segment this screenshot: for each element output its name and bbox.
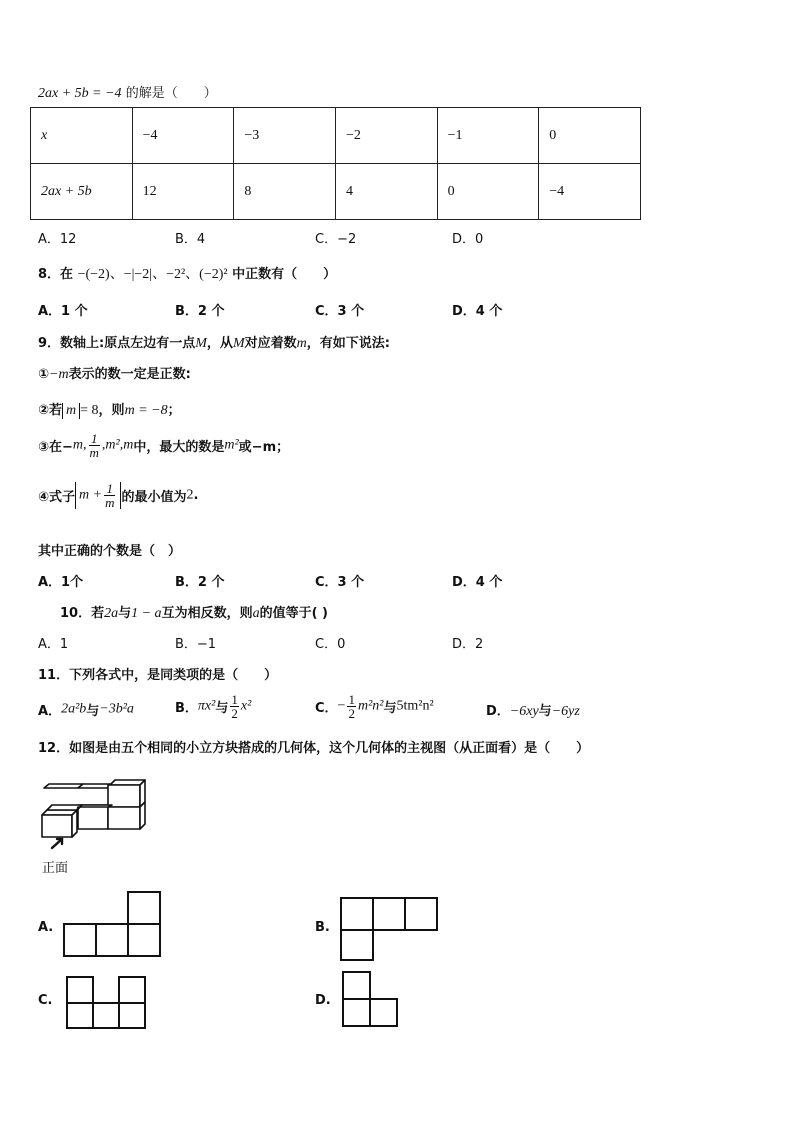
absolute-value-expression	[75, 482, 121, 509]
statement-math-2: 2	[186, 487, 194, 503]
fraction-one-half	[347, 693, 356, 720]
q11-option-b[interactable]	[175, 693, 251, 720]
q8-option-d[interactable]: D．4 个	[452, 304, 503, 319]
table-cell: 4	[335, 164, 437, 220]
cube-front-face	[108, 807, 140, 829]
q12-option-a-label[interactable]: A.	[38, 920, 54, 935]
table-cell: 12	[132, 164, 234, 220]
q9-var-m-upper-2: M	[232, 336, 245, 351]
q9-var-m: m	[296, 336, 307, 351]
fraction-denominator: m	[89, 445, 99, 460]
fraction-numerator: 1	[90, 431, 98, 446]
q12-stem: 12．如图是由五个相同的小立方块搭成的几何体，这个几何体的主视图（从正面看）是（ ）	[38, 741, 590, 756]
q9-stem-text-2: ，从	[206, 336, 233, 351]
q10-math-2: 1 − a	[131, 606, 162, 621]
q9-statement-2	[38, 399, 181, 419]
option-math-2: 5tm²n²	[396, 698, 434, 714]
statement-math: = 8	[80, 403, 99, 418]
q9-stem-text-3: 对应着数	[244, 336, 297, 351]
fraction-one-over-m	[104, 482, 115, 509]
q12-option-d-figure[interactable]	[341, 970, 399, 1028]
option-text: 与	[538, 704, 552, 719]
table-cell: −3	[234, 108, 336, 164]
option-text: 与	[383, 701, 397, 716]
table-cell: 2ax + 5b	[31, 164, 133, 220]
q11-option-a[interactable]	[38, 700, 134, 719]
option-letter: A．	[38, 704, 62, 719]
q9-option-a[interactable]: A．1个	[38, 575, 84, 590]
fraction-numerator: 1	[231, 692, 238, 707]
q9-option-d[interactable]: D．4 个	[452, 575, 503, 590]
q12-option-b-figure[interactable]	[339, 896, 439, 962]
front-arrow	[52, 839, 62, 848]
q11-stem: 11．下列各式中，是同类项的是（ ）	[38, 668, 278, 683]
option-math-1: 2a²b	[61, 701, 87, 717]
fraction-denominator: 2	[231, 706, 238, 721]
option-math-2: −6yz	[551, 704, 580, 719]
cube-front-face	[78, 805, 108, 829]
table-cell: 0	[437, 164, 539, 220]
q8-suffix: 中正数有（ ）	[232, 267, 337, 282]
table-cell: 8	[234, 164, 336, 220]
q10-option-b[interactable]: B．−1	[175, 637, 217, 652]
statement-math: −m	[49, 367, 69, 382]
q7-stem	[38, 82, 217, 102]
q8-option-c[interactable]: C．3 个	[315, 304, 365, 319]
q9-option-b[interactable]: B．2 个	[175, 575, 225, 590]
q9-statement-1	[38, 363, 191, 383]
q9-statement-4	[38, 482, 198, 509]
q7-option-c[interactable]: C．−2	[315, 232, 357, 247]
statement-punct: .	[193, 488, 199, 503]
fraction-one-half	[230, 693, 239, 720]
statement-math: m +	[79, 487, 103, 503]
cube-front-face	[42, 815, 72, 837]
q9-count-question: 其中正确的个数是（ ）	[38, 544, 182, 559]
statement-math-3: m²	[224, 437, 239, 453]
q10-stem-text-3: 互为相反数，则	[161, 606, 253, 621]
q7-option-d[interactable]: D．0	[452, 232, 484, 247]
statement-text: 中，最大的数是	[133, 440, 225, 455]
fraction-one-over-m	[89, 432, 100, 459]
q9-statement-3	[38, 432, 289, 459]
q10-stem-text-2: 与	[118, 606, 132, 621]
q12-option-a-figure[interactable]	[62, 890, 162, 958]
q8-expression: −(−2)、−|−2|、−2²、(−2)²	[77, 267, 228, 282]
table-cell: −2	[335, 108, 437, 164]
q9-stem-text-4: ，有如下说法:	[306, 336, 390, 351]
q12-option-b-label[interactable]: B.	[315, 920, 330, 935]
q8-prefix: 8．在	[38, 267, 74, 282]
table-cell: −1	[437, 108, 539, 164]
fraction-numerator: 1	[348, 692, 355, 707]
statement-number: ①	[38, 367, 50, 382]
statement-text: 表示的数一定是正数:	[68, 367, 191, 382]
q12-option-c-figure[interactable]	[65, 975, 147, 1030]
option-math-1: −6xy	[509, 704, 539, 719]
q10-option-d[interactable]: D．2	[452, 637, 484, 652]
fraction-numerator: 1	[106, 481, 114, 496]
q12-option-c-label[interactable]: C.	[38, 993, 53, 1008]
option-text: 与	[86, 704, 100, 719]
statement-text-2: 或−m	[238, 440, 277, 455]
option-text: 与	[215, 701, 229, 716]
table-cell: −4	[132, 108, 234, 164]
q10-stem	[60, 602, 328, 622]
option-letter: C．	[315, 701, 338, 716]
statement-punct: ；	[276, 440, 290, 455]
q7-equation: 2ax + 5b = −4	[38, 86, 122, 101]
option-math-2: x²	[240, 698, 252, 714]
q12-option-d-label[interactable]: D.	[315, 993, 331, 1008]
option-math-2: −3b²a	[99, 701, 134, 717]
q7-stem-text: 的解是（ ）	[125, 86, 217, 101]
statement-text: 的最小值为	[121, 490, 187, 505]
q8-option-a[interactable]: A．1 个	[38, 304, 88, 319]
cube-side-face	[72, 810, 77, 837]
option-letter: D．	[486, 704, 510, 719]
cube-top-face	[44, 784, 83, 788]
cube-side-face	[140, 802, 145, 829]
fraction-denominator: 2	[348, 706, 355, 721]
q10-stem-text: 10．若	[60, 606, 105, 621]
option-math-1: m²n²	[357, 698, 384, 714]
q10-stem-text-4: 的值等于( )	[259, 606, 328, 621]
q12-cube-figure	[40, 775, 150, 855]
fraction-denominator: m	[105, 495, 115, 510]
absolute-value-m: m	[62, 403, 80, 419]
q9-stem	[38, 332, 390, 352]
q10-math-1: 2a	[104, 606, 119, 621]
table-cell: 0	[539, 108, 641, 164]
statement-math: m,	[72, 437, 87, 453]
q11-option-d[interactable]	[486, 700, 580, 720]
q8-stem	[38, 263, 336, 283]
q9-var-m-upper: M	[195, 336, 207, 351]
option-math-sign: −	[337, 698, 346, 714]
option-math-1: πx²	[197, 698, 216, 714]
q7-option-a[interactable]: A．12	[38, 232, 77, 247]
q9-option-c[interactable]: C．3 个	[315, 575, 365, 590]
cube-front-face	[108, 785, 140, 807]
table-row	[31, 108, 641, 164]
statement-number: ③在−	[38, 440, 73, 455]
table-cell: −4	[539, 164, 641, 220]
statement-punct: ；	[167, 403, 181, 418]
table-cell: x	[31, 108, 133, 164]
q9-stem-text: 9．数轴上:原点左边有一点	[38, 336, 196, 351]
statement-math-2: ,m²,m	[101, 437, 134, 453]
q10-math-3: a	[252, 606, 260, 621]
statement-number: ④式子	[38, 490, 76, 505]
q10-option-a[interactable]: A．1	[38, 637, 69, 652]
q11-option-c[interactable]	[315, 693, 434, 720]
q12-front-label: 正面	[42, 861, 69, 876]
q10-option-c[interactable]: C．0	[315, 637, 346, 652]
statement-number: ②若	[38, 403, 63, 418]
statement-text: ，则	[98, 403, 125, 418]
q8-option-b[interactable]: B．2 个	[175, 304, 225, 319]
statement-math-2: m = −8	[124, 403, 168, 418]
q7-value-table	[30, 107, 641, 220]
table-row	[31, 164, 641, 220]
q7-option-b[interactable]: B．4	[175, 232, 206, 247]
option-letter: B．	[175, 701, 198, 716]
